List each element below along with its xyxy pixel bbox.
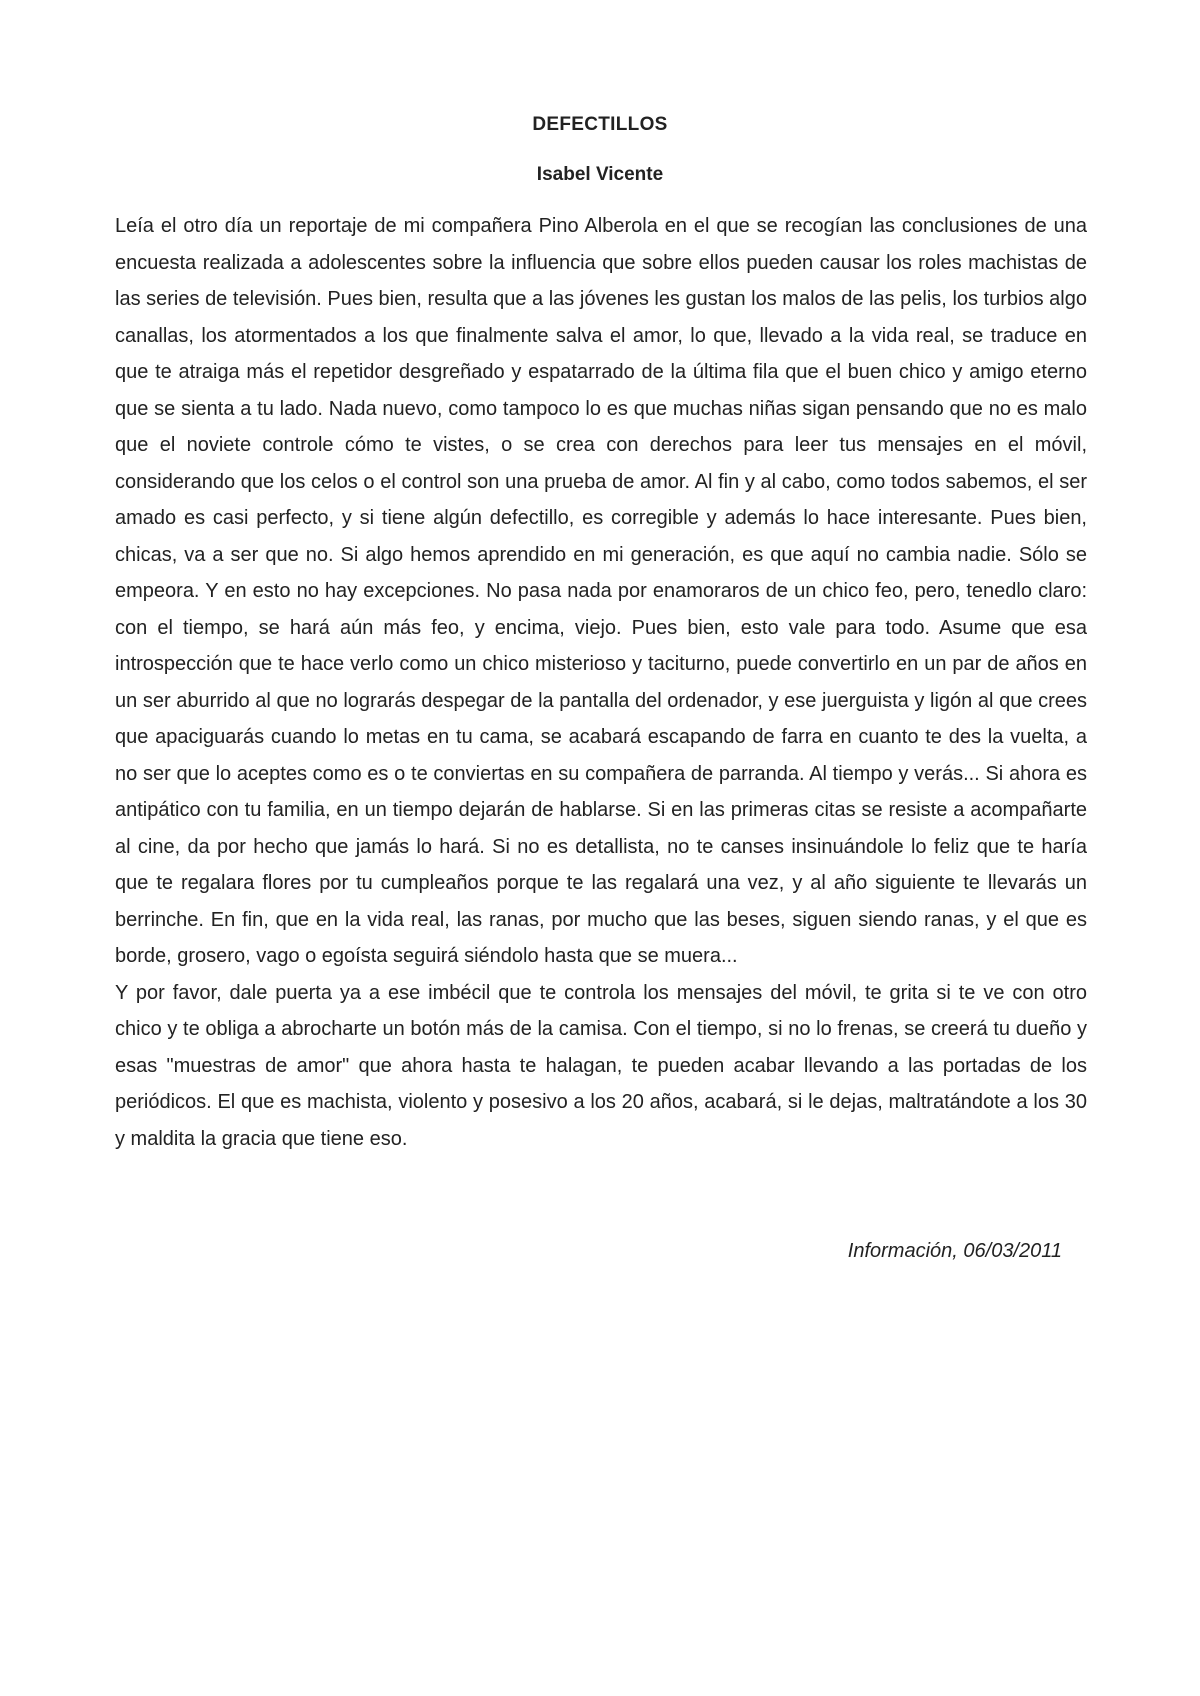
- source-citation: Información, 06/03/2011: [847, 1240, 1062, 1262]
- author-name: Isabel Vicente: [536, 164, 664, 185]
- paragraph: Leía el otro día un reportaje de mi compañera Pino Alberola en el que se recogían las conclusiones de una encuesta realizada a adolescentes sobre la influencia que sobre ellos pueden causar los roles machistas de las series de televisión. Pues bien, resulta que a las jóvenes les gustan los malos de las pelis, los turbios algo canallas, los atormentados a los que finalmente salva el amor, lo que, llevado a la vida real, se traduce en que te atraiga más el repetidor desgreñado y espatarrado de la última fila que el buen chico y amigo eterno que se sienta a tu lado. Nada nuevo, como tampoco lo es que muchas niñas sigan pensando que no es malo que el noviete controle cómo te vistes, o se crea con derechos para leer tus mensajes en el móvil, considerando que los celos o el control son una prueba de amor. Al fin y al cabo, como todos sabemos, el ser amado es casi perfecto, y si tiene algún defectillo, es corregible y además lo hace interesante. Pues bien, chicas, va a ser que no. Si algo hemos aprendido en mi generación, es que aquí no cambia nadie. Sólo se empeora. Y en esto no hay excepciones. No pasa nada por enamoraros de un chico feo, pero, tenedlo claro: con el tiempo, se hará aún más feo, y encima, viejo. Pues bien, esto vale para todo. Asume que esa introspección que te hace verlo como un chico misterioso y taciturno, puede convertirlo en un par de años en un ser aburrido al que no lograrás despegar de la pantalla del ordenador, y ese juerguista y ligón al que crees que apaciguarás cuando lo metas en tu cama, se acabará escapando de farra en cuanto te des la vuelta, a no ser que lo aceptes como es o te conviertas en su compañera de parranda. Al tiempo y verás... Si ahora es antipático con tu familia, en un tiempo dejarán de hablarse. Si en las primeras citas se resiste a acompañarte al cine, da por hecho que jamás lo hará. Si no es detallista, no te canses insinuándole lo feliz que te haría que te regalara flores por tu cumpleaños porque te las regalará una vez, y al año siguiente te llevarás un berrinche. En fin, que en la vida real, las ranas, por mucho que las beses, siguen siendo ranas, y el que es borde, grosero, vago o egoísta seguirá siéndolo hasta que se muera...: [115, 215, 1087, 967]
- document-title: DEFECTILLOS: [532, 114, 668, 135]
- paragraph: Y por favor, dale puerta ya a ese imbécil que te controla los mensajes del móvil, te grita si te ve con otro chico y te obliga a abrocharte un botón más de la camisa. Con el tiempo, si no lo frenas, se creerá tu dueño y esas "muestras de amor" que ahora hasta te halagan, te pueden acabar llevando a las portadas de los periódicos. El que es machista, violento y posesivo a los 20 años, acabará, si le dejas, maltratándote a los 30 y maldita la gracia que tiene eso.: [115, 981, 1087, 1150]
- article-body: [115, 208, 1087, 1157]
